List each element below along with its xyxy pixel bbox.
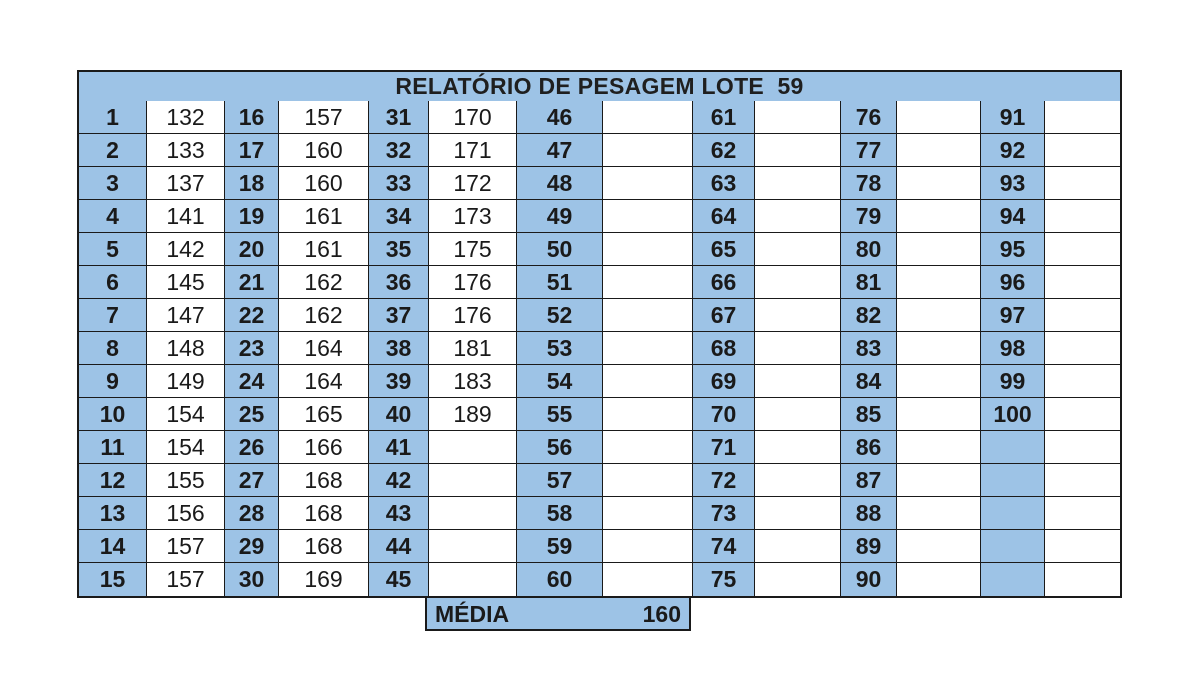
animal-number-cell (981, 497, 1045, 530)
weight-value-cell: 145 (147, 266, 225, 299)
animal-number-cell: 39 (369, 365, 429, 398)
animal-number-cell: 3 (79, 167, 147, 200)
animal-number-cell: 66 (693, 266, 755, 299)
animal-number-cell: 8 (79, 332, 147, 365)
animal-number-cell: 25 (225, 398, 279, 431)
weight-value-cell: 168 (279, 497, 369, 530)
animal-number-cell: 11 (79, 431, 147, 464)
animal-number-cell: 13 (79, 497, 147, 530)
weight-value-cell (755, 332, 841, 365)
weight-value-cell (755, 497, 841, 530)
animal-number-cell: 9 (79, 365, 147, 398)
animal-number-cell: 21 (225, 266, 279, 299)
weight-value-cell (897, 266, 981, 299)
weight-value-cell (755, 266, 841, 299)
weight-value-cell: 168 (279, 530, 369, 563)
weight-value-cell (755, 101, 841, 134)
average-label: MÉDIA (435, 601, 510, 627)
animal-number-cell: 95 (981, 233, 1045, 266)
weight-value-cell (1045, 431, 1120, 464)
animal-number-cell: 57 (517, 464, 603, 497)
weight-value-cell: 175 (429, 233, 517, 266)
weight-value-cell: 132 (147, 101, 225, 134)
weight-value-cell: 164 (279, 332, 369, 365)
animal-number-cell: 45 (369, 563, 429, 596)
weight-value-cell (897, 464, 981, 497)
animal-number-cell: 30 (225, 563, 279, 596)
weight-value-cell (1045, 563, 1120, 596)
animal-number-cell: 86 (841, 431, 897, 464)
animal-number-cell: 7 (79, 299, 147, 332)
weight-value-cell: 170 (429, 101, 517, 134)
animal-number-cell: 73 (693, 497, 755, 530)
weight-value-cell (1045, 167, 1120, 200)
weight-value-cell (603, 200, 693, 233)
weight-value-cell (603, 266, 693, 299)
animal-number-cell: 50 (517, 233, 603, 266)
weight-value-cell: 157 (147, 530, 225, 563)
weight-value-cell (755, 134, 841, 167)
animal-number-cell: 52 (517, 299, 603, 332)
weight-value-cell (1045, 398, 1120, 431)
animal-number-cell: 71 (693, 431, 755, 464)
weight-value-cell (897, 299, 981, 332)
weight-value-cell: 162 (279, 266, 369, 299)
weight-value-cell (755, 431, 841, 464)
animal-number-cell: 47 (517, 134, 603, 167)
weight-value-cell (897, 332, 981, 365)
weight-value-cell: 147 (147, 299, 225, 332)
animal-number-cell: 2 (79, 134, 147, 167)
animal-number-cell: 20 (225, 233, 279, 266)
weight-value-cell: 155 (147, 464, 225, 497)
weight-value-cell (755, 200, 841, 233)
animal-number-cell: 18 (225, 167, 279, 200)
weight-value-cell (429, 431, 517, 464)
animal-number-cell: 35 (369, 233, 429, 266)
weight-value-cell (603, 101, 693, 134)
animal-number-cell: 84 (841, 365, 897, 398)
animal-number-cell: 72 (693, 464, 755, 497)
animal-number-cell: 77 (841, 134, 897, 167)
animal-number-cell: 51 (517, 266, 603, 299)
weight-value-cell: 166 (279, 431, 369, 464)
animal-number-cell: 65 (693, 233, 755, 266)
weight-value-cell: 142 (147, 233, 225, 266)
weight-value-cell: 133 (147, 134, 225, 167)
weight-value-cell (603, 134, 693, 167)
weight-value-cell: 172 (429, 167, 517, 200)
weight-value-cell (1045, 266, 1120, 299)
animal-number-cell: 27 (225, 464, 279, 497)
animal-number-cell: 60 (517, 563, 603, 596)
weight-value-cell (1045, 497, 1120, 530)
animal-number-cell: 36 (369, 266, 429, 299)
weight-value-cell (1045, 200, 1120, 233)
weight-value-cell (1045, 134, 1120, 167)
animal-number-cell: 46 (517, 101, 603, 134)
weight-value-cell: 148 (147, 332, 225, 365)
animal-number-cell: 88 (841, 497, 897, 530)
weight-value-cell (897, 497, 981, 530)
weighing-report-table (77, 70, 1122, 598)
animal-number-cell: 5 (79, 233, 147, 266)
animal-number-cell: 43 (369, 497, 429, 530)
animal-number-cell (981, 431, 1045, 464)
weight-value-cell (603, 332, 693, 365)
weight-value-cell: 160 (279, 134, 369, 167)
animal-number-cell: 67 (693, 299, 755, 332)
animal-number-cell: 19 (225, 200, 279, 233)
animal-number-cell: 24 (225, 365, 279, 398)
animal-number-cell: 49 (517, 200, 603, 233)
animal-number-cell: 54 (517, 365, 603, 398)
animal-number-cell: 55 (517, 398, 603, 431)
weight-value-cell (1045, 233, 1120, 266)
weight-value-cell (1045, 101, 1120, 134)
weight-value-cell (603, 398, 693, 431)
animal-number-cell: 1 (79, 101, 147, 134)
weight-value-cell: 154 (147, 431, 225, 464)
animal-number-cell: 16 (225, 101, 279, 134)
animal-number-cell: 81 (841, 266, 897, 299)
weight-value-cell: 183 (429, 365, 517, 398)
weight-value-cell: 137 (147, 167, 225, 200)
weight-value-cell: 141 (147, 200, 225, 233)
animal-number-cell: 90 (841, 563, 897, 596)
weight-value-cell (755, 530, 841, 563)
weight-value-cell: 181 (429, 332, 517, 365)
weight-value-cell (755, 233, 841, 266)
weight-value-cell (429, 464, 517, 497)
animal-number-cell: 85 (841, 398, 897, 431)
animal-number-cell: 4 (79, 200, 147, 233)
weight-value-cell (1045, 365, 1120, 398)
animal-number-cell: 26 (225, 431, 279, 464)
animal-number-cell: 79 (841, 200, 897, 233)
animal-number-cell: 97 (981, 299, 1045, 332)
animal-number-cell: 78 (841, 167, 897, 200)
weight-value-cell (1045, 530, 1120, 563)
animal-number-cell: 62 (693, 134, 755, 167)
weight-value-cell: 161 (279, 233, 369, 266)
animal-number-cell: 91 (981, 101, 1045, 134)
animal-number-cell: 59 (517, 530, 603, 563)
weight-value-cell (755, 464, 841, 497)
animal-number-cell: 40 (369, 398, 429, 431)
animal-number-cell: 69 (693, 365, 755, 398)
animal-number-cell: 17 (225, 134, 279, 167)
weight-value-cell: 168 (279, 464, 369, 497)
animal-number-cell: 87 (841, 464, 897, 497)
weight-value-cell: 160 (279, 167, 369, 200)
weight-value-cell: 162 (279, 299, 369, 332)
weight-value-cell: 169 (279, 563, 369, 596)
animal-number-cell: 83 (841, 332, 897, 365)
weight-value-cell: 171 (429, 134, 517, 167)
animal-number-cell: 93 (981, 167, 1045, 200)
report-title: RELATÓRIO DE PESAGEM LOTE 59 (79, 72, 1120, 103)
animal-number-cell: 10 (79, 398, 147, 431)
animal-number-cell: 89 (841, 530, 897, 563)
weight-value-cell (897, 563, 981, 596)
animal-number-cell: 100 (981, 398, 1045, 431)
weight-value-cell: 164 (279, 365, 369, 398)
animal-number-cell (981, 464, 1045, 497)
weight-value-cell (897, 233, 981, 266)
animal-number-cell: 98 (981, 332, 1045, 365)
weight-value-cell: 176 (429, 299, 517, 332)
animal-number-cell: 15 (79, 563, 147, 596)
weight-value-cell (897, 134, 981, 167)
weight-value-cell (755, 365, 841, 398)
weight-value-cell (603, 167, 693, 200)
animal-number-cell: 75 (693, 563, 755, 596)
animal-number-cell: 92 (981, 134, 1045, 167)
weight-value-cell (429, 530, 517, 563)
animal-number-cell: 94 (981, 200, 1045, 233)
animal-number-cell: 82 (841, 299, 897, 332)
animal-number-cell: 42 (369, 464, 429, 497)
average-value: 160 (642, 601, 681, 627)
animal-number-cell: 58 (517, 497, 603, 530)
weight-value-cell (897, 431, 981, 464)
animal-number-cell: 96 (981, 266, 1045, 299)
animal-number-cell: 48 (517, 167, 603, 200)
animal-number-cell: 61 (693, 101, 755, 134)
animal-number-cell: 28 (225, 497, 279, 530)
weight-value-cell (755, 167, 841, 200)
animal-number-cell: 32 (369, 134, 429, 167)
animal-number-cell (981, 563, 1045, 596)
animal-number-cell: 41 (369, 431, 429, 464)
weight-value-cell (897, 365, 981, 398)
weight-value-cell: 189 (429, 398, 517, 431)
animal-number-cell: 70 (693, 398, 755, 431)
animal-number-cell: 38 (369, 332, 429, 365)
animal-number-cell: 6 (79, 266, 147, 299)
weight-value-cell: 176 (429, 266, 517, 299)
weight-value-cell (897, 200, 981, 233)
weight-value-cell (603, 497, 693, 530)
animal-number-cell: 23 (225, 332, 279, 365)
weight-value-cell (897, 530, 981, 563)
animal-number-cell (981, 530, 1045, 563)
animal-number-cell: 33 (369, 167, 429, 200)
animal-number-cell: 74 (693, 530, 755, 563)
animal-number-cell: 64 (693, 200, 755, 233)
animal-number-cell: 29 (225, 530, 279, 563)
animal-number-cell: 22 (225, 299, 279, 332)
weight-value-cell: 149 (147, 365, 225, 398)
animal-number-cell: 44 (369, 530, 429, 563)
weight-value-cell: 173 (429, 200, 517, 233)
animal-number-cell: 80 (841, 233, 897, 266)
weight-value-cell: 165 (279, 398, 369, 431)
weight-value-cell (603, 464, 693, 497)
weight-value-cell (897, 101, 981, 134)
animal-number-cell: 14 (79, 530, 147, 563)
weight-value-cell (897, 398, 981, 431)
animal-number-cell: 12 (79, 464, 147, 497)
average-box (425, 598, 691, 631)
weight-value-cell (603, 365, 693, 398)
weight-value-cell (755, 563, 841, 596)
animal-number-cell: 76 (841, 101, 897, 134)
weight-value-cell (429, 497, 517, 530)
weight-value-cell (1045, 464, 1120, 497)
weight-value-cell (755, 299, 841, 332)
weight-value-cell: 157 (279, 101, 369, 134)
weight-value-cell: 156 (147, 497, 225, 530)
weight-value-cell (897, 167, 981, 200)
weight-value-cell (1045, 332, 1120, 365)
animal-number-cell: 99 (981, 365, 1045, 398)
animal-number-cell: 37 (369, 299, 429, 332)
weight-value-cell: 157 (147, 563, 225, 596)
animal-number-cell: 31 (369, 101, 429, 134)
weight-value-cell: 154 (147, 398, 225, 431)
weight-value-cell (603, 299, 693, 332)
animal-number-cell: 53 (517, 332, 603, 365)
animal-number-cell: 63 (693, 167, 755, 200)
weight-value-cell: 161 (279, 200, 369, 233)
animal-number-cell: 56 (517, 431, 603, 464)
animal-number-cell: 34 (369, 200, 429, 233)
weight-value-cell (603, 530, 693, 563)
weight-value-cell (603, 563, 693, 596)
weight-value-cell (603, 431, 693, 464)
animal-number-cell: 68 (693, 332, 755, 365)
weight-value-cell (755, 398, 841, 431)
weight-value-cell (603, 233, 693, 266)
weight-value-cell (429, 563, 517, 596)
weight-value-cell (1045, 299, 1120, 332)
